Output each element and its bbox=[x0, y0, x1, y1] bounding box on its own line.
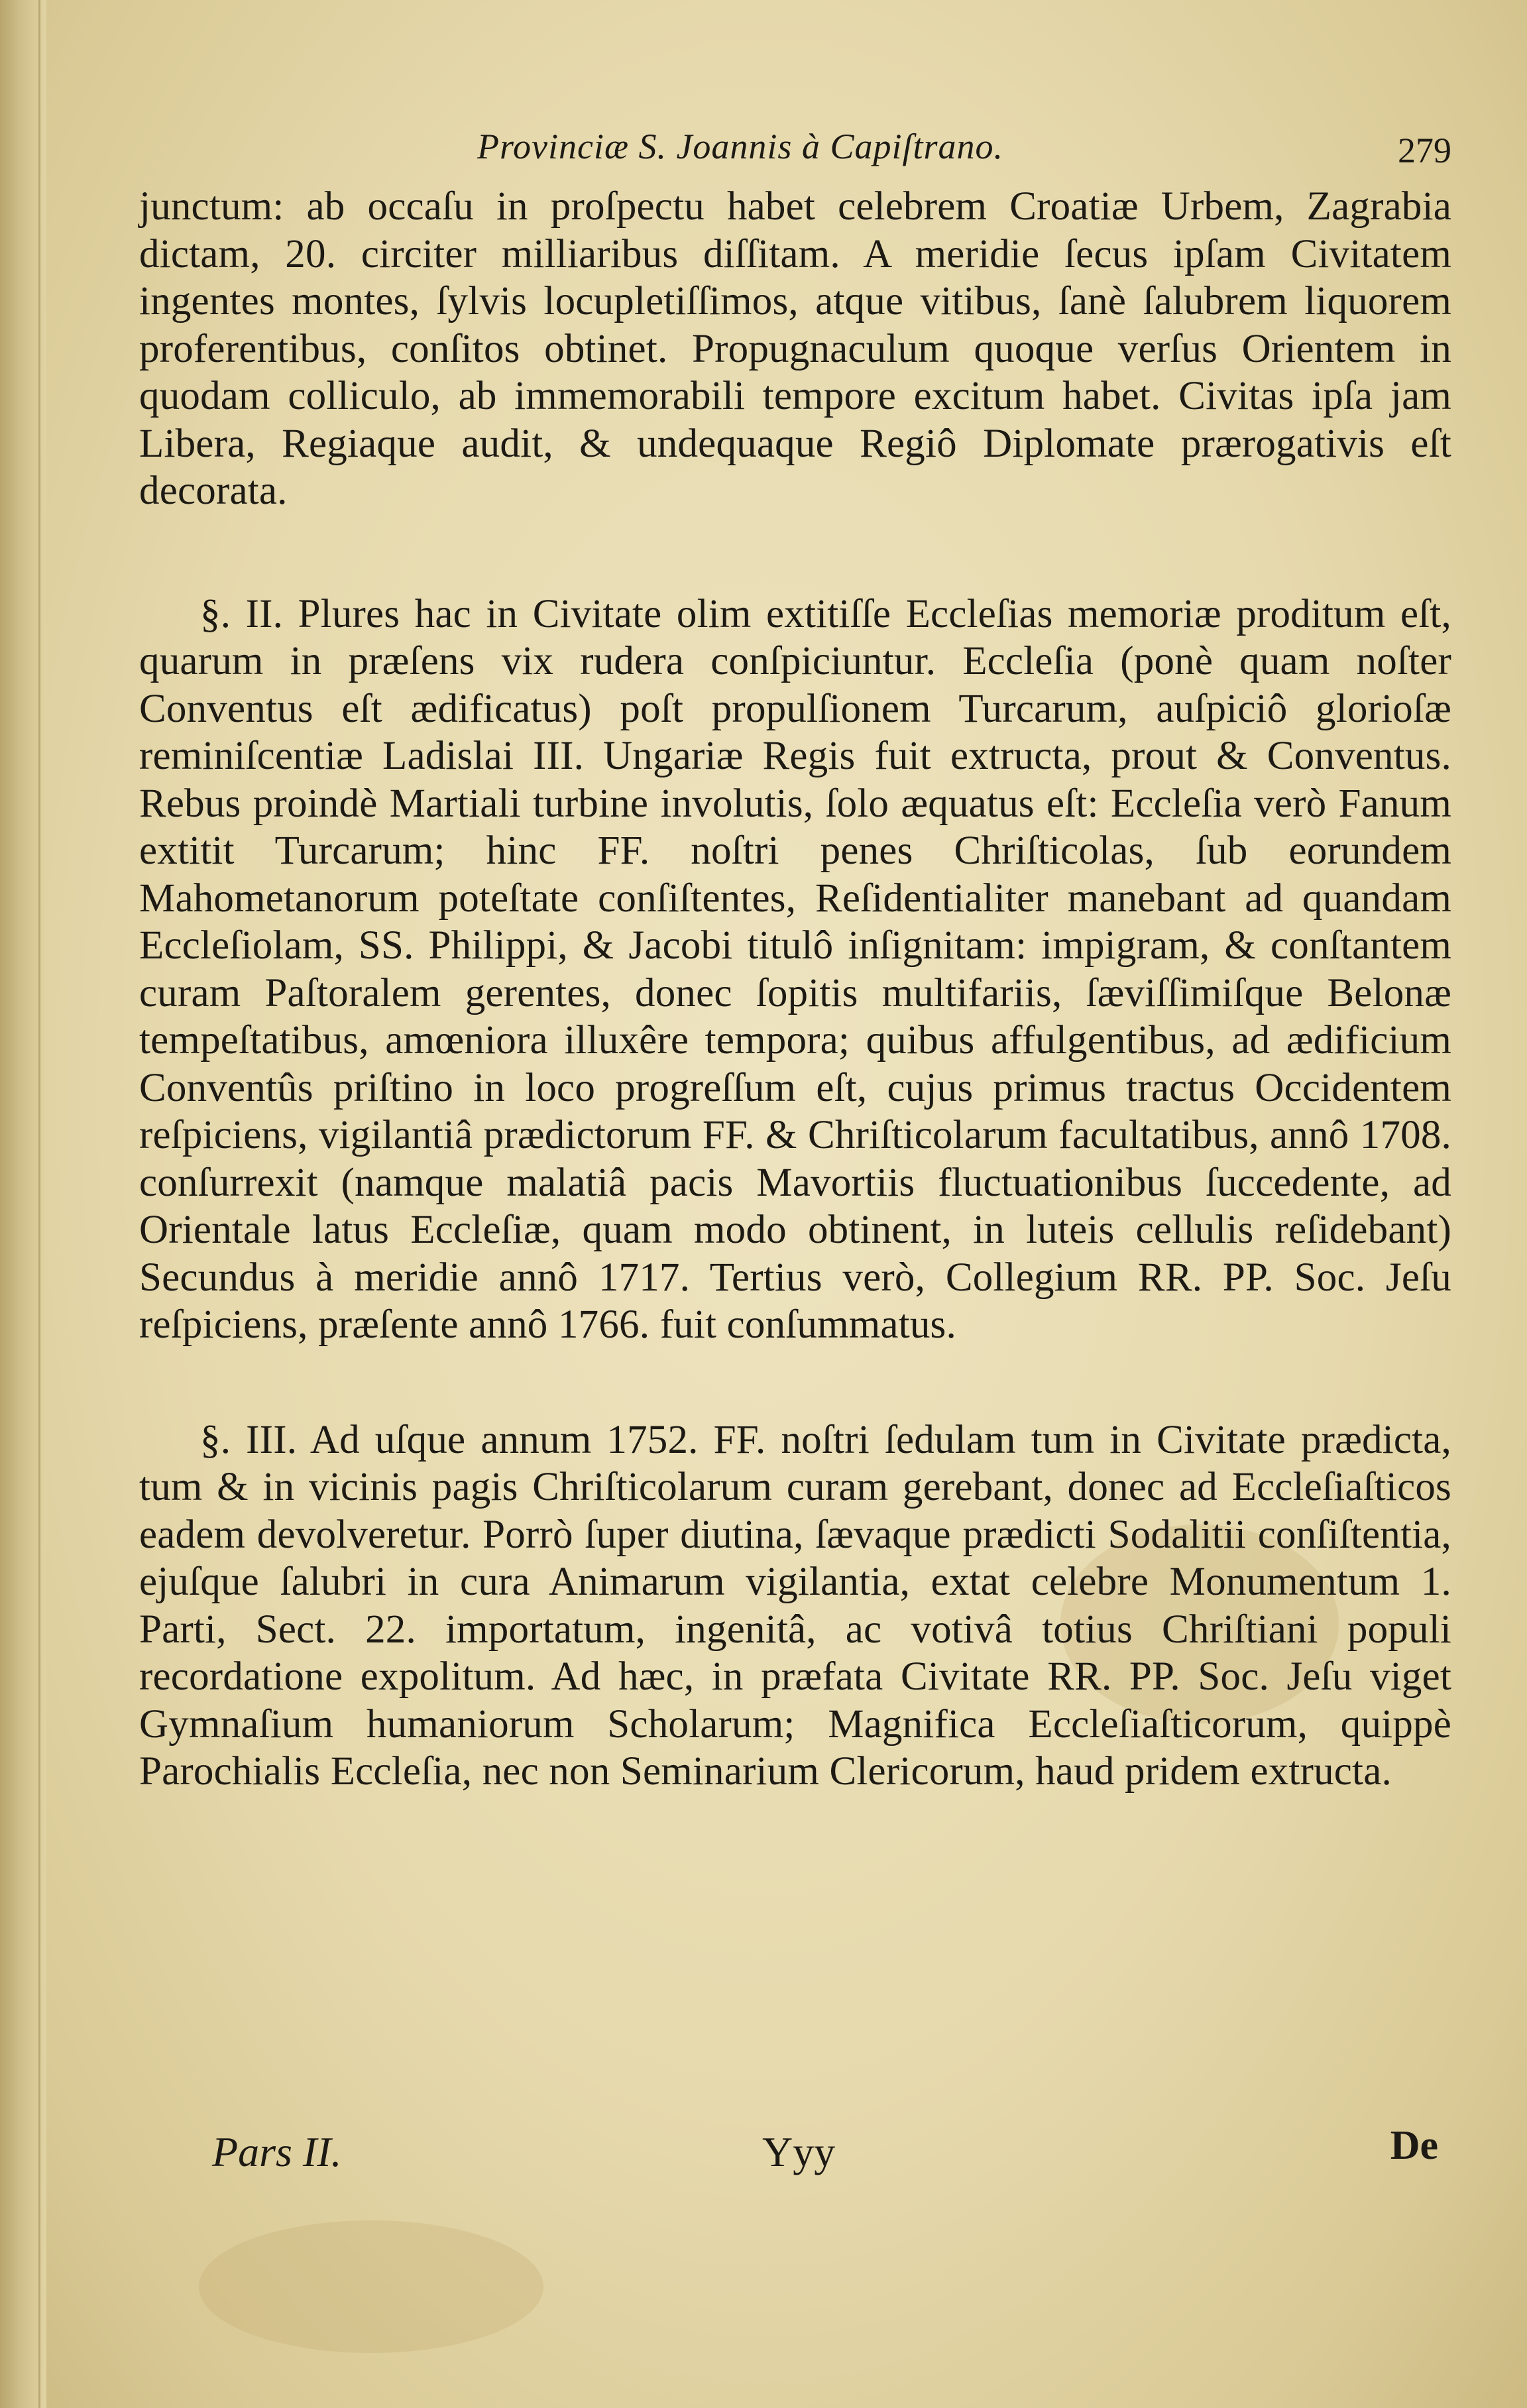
running-head: Provinciæ S. Joannis à Capiſtrano. bbox=[477, 127, 1003, 166]
sheet-mark: Yyy bbox=[762, 2128, 836, 2175]
paragraph-2-text: §. II. Plures hac in Civitate olim extitiſſe Eccleſias memoriæ proditum eſt, quarum in præſens vix rudera conſpiciuntur. Eccleſia (ponè quam noſter Conventus eſt ædificatus) poſt propulſionem Turcarum, auſpiciô glorioſæ reminiſcentiæ Ladislai III. Ungariæ Regis fuit extructa, prout & Conventus. Rebus proindè Martiali turbine involutis, ſolo æquatus eſt: Eccleſia verò Fanum extitit Turcarum; hinc FF. noſtri penes Chriſticolas, ſub eorundem Mahometanorum poteſtate conſiſtentes, Reſidentialiter manebant ad quandam Eccleſiolam, SS. Philippi, & Jacobi titulô inſignitam: impigram, & conſtantem curam Paſtoralem gerentes, donec ſopitis multifariis, ſæviſſimiſque Belonæ tempeſtatibus, amœniora illuxêre tempora; quibus affulgentibus, ad ædificium Conventûs priſtino in loco progreſſum eſt, cujus primus tractus Occidentem reſpiciens, vigilantiâ prædictorum FF. & Chriſticolarum facultatibus, annô 1708. conſurrexit (namque malatiâ pacis Mavortiis fluctuationibus ſuccedente, ad Orientale latus Eccleſiæ, quam modo obtinent, in luteis cellulis reſidebant) Secundus à meridie annô 1717. Tertius verò, Collegium RR. PP. Soc. Jeſu reſpiciens, præſente annô 1766. fuit conſummatus. bbox=[139, 591, 1451, 1347]
gutter-fold-line bbox=[38, 0, 40, 2408]
paragraph-3 bbox=[139, 1416, 1451, 1796]
page-number: 279 bbox=[1398, 131, 1451, 170]
page-footer bbox=[139, 2123, 1451, 2187]
page-header bbox=[139, 126, 1451, 186]
catchword: De bbox=[1390, 2123, 1438, 2168]
page-body bbox=[139, 183, 1451, 1796]
paragraph-2 bbox=[139, 591, 1451, 1349]
paragraph-1 bbox=[139, 183, 1451, 515]
paragraph-3-text: §. III. Ad uſque annum 1752. FF. noſtri ſedulam tum in Civitate prædicta, tum & in vicinis pagis Chriſticolarum curam gerebant, donec ad Eccleſiaſticos eadem devolveretur. Porrò ſuper diutina, ſævaque prædicti Sodalitii conſiſtentia, ejuſque ſalubri in cura Animarum vigilantia, extat celebre Monumentum 1. Parti, Sect. 22. importatum, ingenitâ, ac votivâ totius Chriſtiani populi recordatione expolitum. Ad hæc, in præfata Civitate RR. PP. Soc. Jeſu viget Gymnaſium humaniorum Scholarum; Magnifica Eccleſiaſticorum, quippè Parochialis Eccleſia, nec non Seminarium Clericorum, haud pridem extructa. bbox=[139, 1417, 1451, 1794]
paper-stain bbox=[199, 2220, 543, 2353]
paragraph-1-text: junctum: ab occaſu in proſpectu habet celebrem Croatiæ Urbem, Zagrabia dictam, 20. circiter milliaribus diſſitam. A meridie ſecus ipſam Civitatem ingentes montes, ſylvis locupletiſſimos, atque vitibus, ſanè ſalubrem liquorem proferentibus, conſitos obtinet. Propugnaculum quoque verſus Orientem in quodam colliculo, ab immemorabili tempore excitum habet. Civitas ipſa jam Libera, Regiaque audit, & undequaque Regiô Diplomate prærogativis eſt decorata. bbox=[139, 184, 1451, 513]
signature-mark: Pars II. bbox=[212, 2128, 342, 2175]
